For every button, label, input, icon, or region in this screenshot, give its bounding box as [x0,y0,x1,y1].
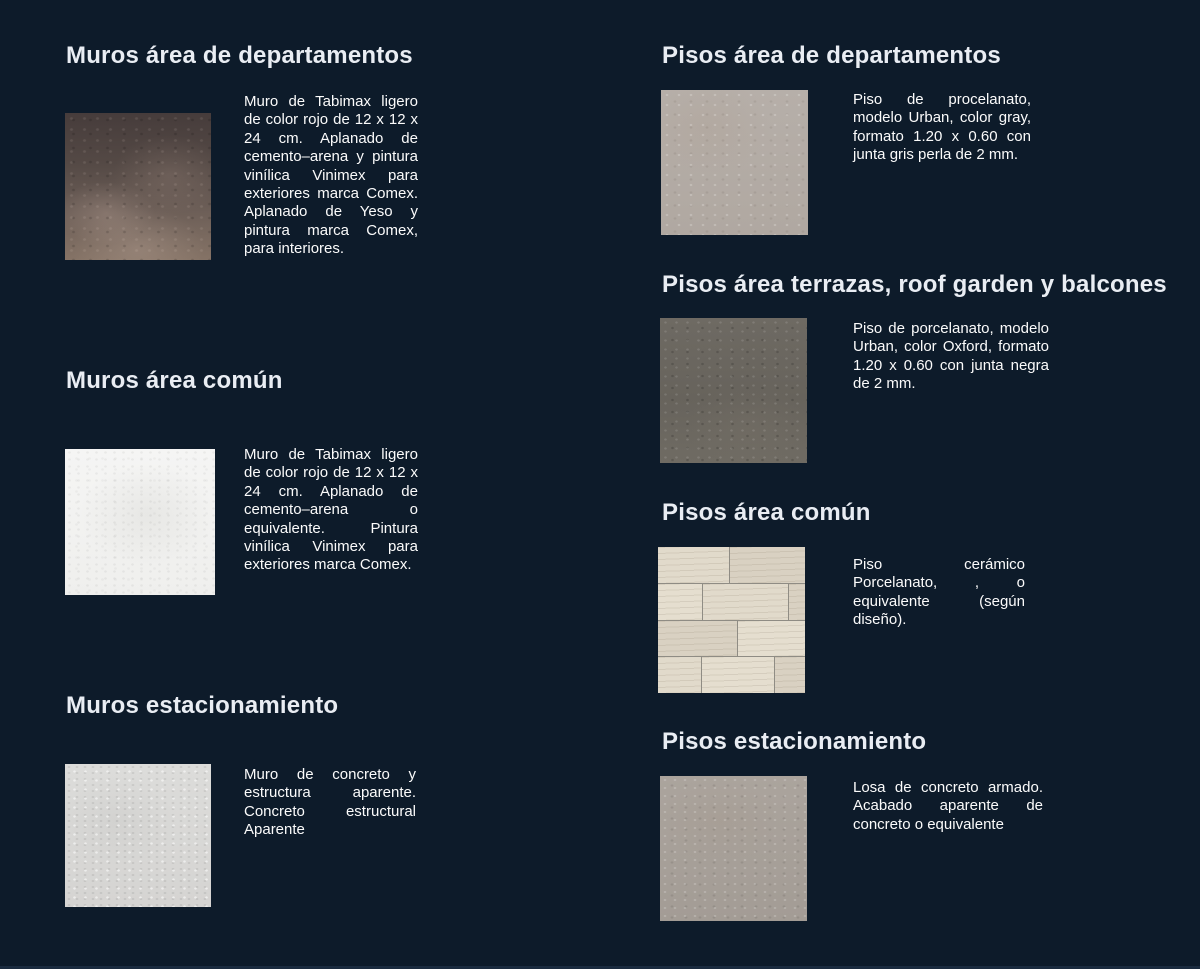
section-heading: Muros área común [66,367,283,394]
plank-row [658,547,805,583]
white-stucco-photo [65,449,215,595]
exposed-concrete-photo [65,764,211,907]
material-description: Piso de porcelanato, modelo Urban, color Oxford, formato 1.20 x 0.60 con junta negra de 2 mm. [853,320,1049,393]
ceramic-plank-photo [658,547,805,693]
material-description: Muro de Tabimax ligero de color rojo de 12 x 12 x 24 cm. Aplanado de cemento–arena o equivalente. Pintura vinílica Vinimex para exteriores marca Comex. [244,446,418,574]
plank-row [658,657,805,693]
plank [658,547,729,583]
plank [658,584,702,620]
material-description: Muro de Tabimax ligero de color rojo de 12 x 12 x 24 cm. Aplanado de cemento–arena y pintura vinílica Vinimex para exteriores marca Comex. Aplanado de Yeso y pintura marca Comex, para interiores. [244,93,418,258]
plank-row [658,584,805,620]
plank [658,621,737,657]
section-heading: Pisos área de departamentos [662,42,1001,69]
section-heading: Muros estacionamiento [66,692,339,719]
tabimax-red-stucco-photo [65,113,211,260]
plank [775,657,805,693]
plank [738,621,805,657]
plank [730,547,805,583]
plank [789,584,805,620]
section-heading: Pisos estacionamiento [662,728,927,755]
section-heading: Muros área de departamentos [66,42,413,69]
section-heading: Pisos área común [662,499,871,526]
section-heading: Pisos área terrazas, roof garden y balcones [662,271,1167,298]
plank [702,657,774,693]
material-description: Piso de procelanato, modelo Urban, color gray, formato 1.20 x 0.60 con junta gris perla de 2 mm. [853,91,1031,164]
plank-row [658,621,805,657]
porcelain-gray-photo [661,90,808,235]
material-description: Losa de concreto armado. Acabado aparente de concreto o equivalente [853,779,1043,833]
plank [703,584,788,620]
plank [658,657,701,693]
porcelain-oxford-photo [660,318,807,463]
material-description: Muro de concreto y estructura aparente. Concreto estructural Aparente [244,766,416,839]
concrete-slab-photo [660,776,807,921]
material-description: Piso cerámico Porcelanato, , o equivalente (según diseño). [853,556,1025,629]
